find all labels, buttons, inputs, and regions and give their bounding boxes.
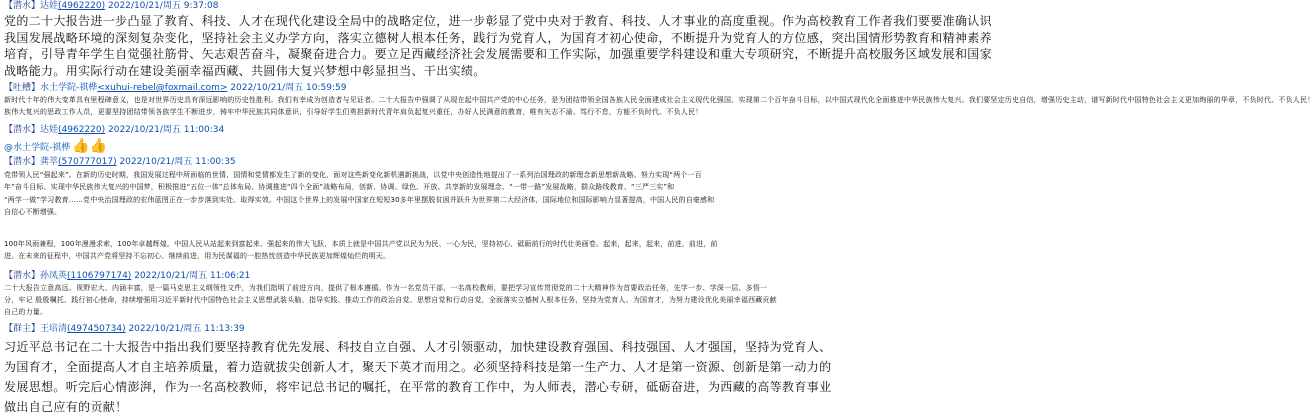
sender-name[interactable]: 水土学院-祺桦: [40, 83, 98, 93]
sender-name[interactable]: 孙凤英: [40, 271, 68, 281]
message-body: [4, 337, 832, 417]
message-body: [4, 282, 798, 318]
member-role: 【潜水】: [4, 157, 41, 167]
message-time: 2022/10/21/周五 11:06:21: [131, 271, 251, 281]
sender-id[interactable]: (1106797174): [67, 271, 132, 281]
message-header: [4, 0, 798, 12]
message: [4, 270, 798, 318]
message-line: 新时代十年的伟大变革具有里程碑意义，也是对世界历史具有深远影响的历史性胜利。我们有幸成为创造者与见证者。二十大报告中强调了从现在起中国共产党的中心任务，是为团结带领全国各族人民全面建成社会主义现代化强国、实现第二个百年奋斗目标，以中国式现代化全面推进中华民族伟大复兴。我们要坚定历史自信，增强历史主动，谱写新时代中国特色社会主义更加绚丽的华章，不负时代、不负人民！: [4, 96, 1314, 104]
message: [4, 156, 798, 218]
message-line: 做出自己应有的贡献！: [4, 400, 128, 414]
message-line: “两学一做”学习教育……党中央治国理政的宏伟蓝图正在一步步落到实处、取得实效。中国这个世界上的发展中国家在短短30多年里摆脱贫困并跃升为世界第二大经济体，国际地位和国际影响力显著提高，中国人民的自豪感和: [4, 195, 715, 204]
sender-name[interactable]: 达娃: [40, 125, 59, 135]
message-line: 我国发展战略环境的深刻复杂变化，坚持社会主义办学方向，落实立德树人根本任务，践行为党育人，为国育才初心使命，不断提升为党育人的方位感，突出国情形势教育和精神素养: [4, 30, 993, 45]
message-line: 族伟大复兴的思政工作人员，更要坚持团结带领各族学生不断进步，铸牢中华民族共同体意识，引导好学生们勇担新时代青年肩负起复兴重任，办好人民满意的教育，唯有矢志不渝、笃行不怠，方能不负时代、不负人民！: [4, 108, 703, 116]
message-time: 2022/10/21/周五 10:59:59: [227, 83, 347, 93]
sender-id[interactable]: (4962220): [58, 125, 106, 135]
message-body: [4, 138, 798, 155]
member-role: 【吐槽】: [4, 83, 41, 93]
member-role: 【潜水】: [4, 271, 41, 281]
message-header: [4, 82, 798, 94]
mention[interactable]: @水土学院-祺桦: [4, 143, 71, 153]
message-line: 为国育才，全面提高人才自主培养质量，着力造就拔尖创新人才，聚天下英才而用之。必须坚持科技是第一生产力、人才是第一资源、创新是第一动力的: [4, 360, 832, 374]
sender-id[interactable]: (4962220): [58, 1, 106, 11]
message-body: [4, 94, 1314, 118]
message-line: 年”奋斗目标、实现中华民族伟大复兴的中国梦，积极推进“五位一体”总体布局、协调推进“四个全面”战略布局，创新、协调、绿色、开放、共享新的发展理念、“一带一路”发展战略，群众路线教育、“三严三实”和: [4, 183, 675, 192]
message: [4, 82, 1314, 118]
sender-id[interactable]: (570777017): [58, 157, 117, 167]
message: [4, 0, 993, 79]
message: [4, 323, 832, 417]
message-line: 分，牢记 殷殷嘱托、践行初心使命，持续增强用习近平新时代中国特色社会主义思想武装头脑、指导实践、推动工作的政治自觉、思想自觉和行动自觉，全面落实立德树人根本任务，坚持为党育人、为国育才，为努力建设优化美丽幸福西藏贡献: [4, 296, 777, 304]
message: [4, 238, 798, 263]
message-line: 党带领人民“强起来”。在新的历史时期，我国发展过程中所面临的世情、国情和党情都发生了新的变化，面对这些新变化新机遇新挑战，以党中央创造性地提出了一系列治国理政的新理念新思想新战略。努力实现“两个一百: [4, 171, 702, 179]
message: [4, 124, 798, 155]
member-role: 【潜水】: [4, 1, 41, 11]
message-header: [4, 323, 798, 335]
message-time: 2022/10/21/周五 11:13:39: [125, 324, 245, 334]
message-body: [4, 169, 798, 218]
sender-id[interactable]: (497450734): [67, 324, 126, 334]
message-line: 进。在未来的征程中，中国共产党将坚持不忘初心、继续前进，用为民谋福的一腔热忱创造中华民族更加辉煌灿烂的明天。: [4, 252, 391, 261]
message-line: 党的二十大报告进一步凸显了教育、科技、人才在现代化建设全局中的战略定位，进一步彰显了党中央对于教育、科技、人才事业的高度重视。作为高校教育工作者我们要要准确认识: [4, 14, 993, 28]
message-line: 战略能力。用实际行动在建设美丽幸福西藏、共圆伟大复兴梦想中彰显担当、干出实绩。: [4, 63, 486, 78]
message-body: [4, 238, 798, 263]
message-header: [4, 270, 798, 282]
sender-name[interactable]: 达娃: [40, 1, 59, 11]
message-line: 自信心不断增强。: [4, 207, 62, 216]
message-line: 自己的力量。: [4, 308, 48, 316]
message-header: [4, 156, 798, 168]
member-role: 【群主】: [4, 324, 41, 334]
message-body: [4, 13, 993, 79]
thumbs-up-icon: 👍👍: [72, 138, 108, 154]
message-line: 二十大报告立意高远、视野宏大、内涵丰富，是一篇马克思主义纲领性文件，为我们指明了前进方向，提供了根本遵循。作为一名党员干部，一名高校教师，要把学习宣传贯彻党的二十大精神作为首要政治任务，先学一步、学深一层、多悟一: [4, 284, 768, 292]
member-role: 【潜水】: [4, 125, 41, 135]
message-line: 习近平总书记在二十大报告中指出我们要坚持教育优先发展、科技自立自强、人才引领驱动，加快建设教育强国、科技强国、人才强国，坚持为党育人、: [4, 340, 832, 354]
message-time: 2022/10/21/周五 11:00:35: [116, 157, 236, 167]
sender-id[interactable]: <xuhui-rebel@foxmail.com>: [97, 83, 228, 93]
message-line: 发展思想。听完后心情澎湃，作为一名高校教师，将牢记总书记的嘱托，在平常的教育工作中，为人师表，潜心专研，砥砺奋进，为西藏的高等教育事业: [4, 380, 832, 394]
message-header: [4, 124, 798, 136]
message-line: 培育，引导青年学生自觉强社筋骨、矢志艰苦奋斗，凝聚奋进合力。要立足西藏经济社会发展需要和工作实际，加强重要学科建设和重大专项研究，不断提升高校服务区域发展和国家: [4, 47, 993, 61]
message-line: 100年风雨兼程，100年漫漫求索，100年卓越辉煌。中国人民从站起来到富起来、强起来的伟大飞跃，本质上就是中国共产党以民为为民、一心为民，坚持初心、砥砺前行的时代壮美画卷。起来，起来，起来，前进，前进，前: [4, 240, 718, 248]
message-time: 2022/10/21/周五 9:37:08: [105, 1, 219, 11]
sender-name[interactable]: 王培清: [40, 324, 68, 334]
sender-name[interactable]: 龚萃: [40, 157, 59, 167]
message-time: 2022/10/21/周五 11:00:34: [105, 125, 225, 135]
